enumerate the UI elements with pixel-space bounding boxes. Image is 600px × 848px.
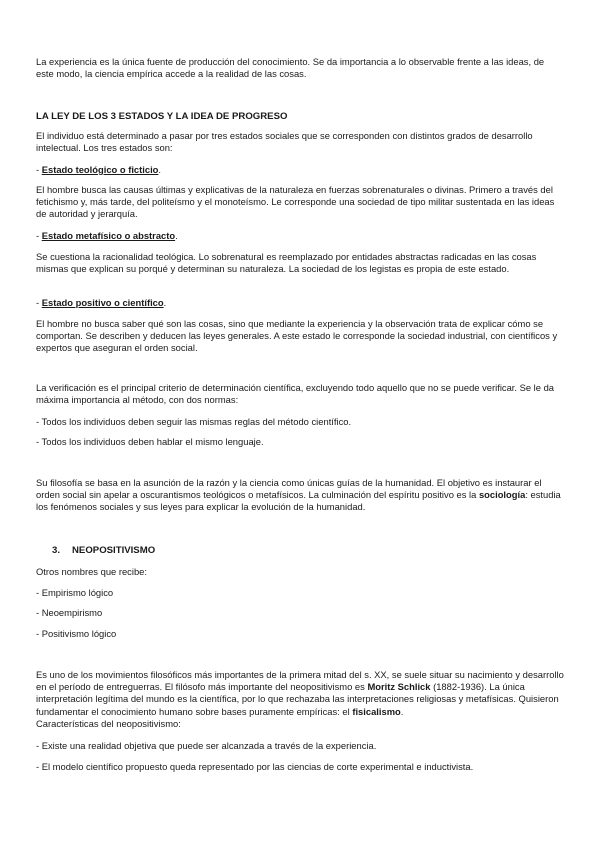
dash-marker: -: [36, 164, 42, 175]
state-title: Estado positivo o científico: [41, 297, 164, 308]
state-title: Estado teológico o ficticio: [41, 164, 159, 175]
state-description: El hombre busca las causas últimas y explicativas de la naturaleza en fuerzas sobrenaturales o divinas. Primero a través del fetichismo y, más tarde, del politeísmo y el monoteísmo. Le corresponde una sociedad de tipo militar sustentada en las ideas de autoridad y jerarquía.: [36, 184, 555, 220]
state-title-punct: .: [158, 164, 162, 175]
characteristic-item: - Existe una realidad objetiva que puede ser alcanzada a través de la experiencia.: [36, 740, 377, 751]
state-title-punct: .: [175, 230, 178, 241]
philosophy-paragraph: [36, 477, 564, 514]
philosophy-text: Su filosofía se basa en la asunción de la razón y la ciencia como únicas guías de la humanidad. El objetivo es instaurar el orden social sin apelar a oscurantismos teológicos o metafísicos. La culminación del espíritu positivo es la: [36, 477, 542, 501]
physicalism-term: fisicalismo: [352, 705, 401, 717]
sociology-term: sociología: [478, 489, 526, 501]
section-title: NEOPOSITIVISMO: [72, 545, 156, 556]
state-title-line: [36, 230, 564, 242]
norm-item: - Todos los individuos deben seguir las mismas reglas del método científico.: [36, 416, 352, 427]
neopositivism-heading: [36, 545, 580, 557]
other-names-label: Otros nombres que recibe:: [36, 566, 147, 577]
verification-paragraph: La verificación es el principal criterio de determinación científica, excluyendo todo aquello que no se puede verificar. Se le da máxima importancia al método, con dos normas:: [36, 382, 555, 406]
section-heading: LA LEY DE LOS 3 ESTADOS Y LA IDEA DE PROGRESO: [36, 111, 288, 122]
norm-item: - Todos los individuos deben hablar el mismo lenguaje.: [36, 436, 264, 447]
state-description: Se cuestiona la racionalidad teológica. Lo sobrenatural es reemplazado por entidades abstractas radicadas en las cosas mismas que explican su porqué y determinan su naturaleza. La sociedad de los legistas es propia de este estado.: [36, 251, 537, 275]
state-title-punct: .: [163, 297, 167, 308]
characteristics-label: Características del neopositivismo:: [36, 717, 181, 729]
list-item: - Neoempirismo: [36, 607, 103, 618]
philosophy-text-end: : estudia los fenómenos sociales y sus leyes para explicar la evolución de la humanidad.: [36, 489, 561, 513]
state-title: Estado metafísico o abstracto: [41, 230, 176, 241]
list-item: - Empirismo lógico: [36, 587, 114, 598]
neopositivism-paragraph: [36, 669, 564, 730]
list-item: - Positivismo lógico: [36, 628, 117, 639]
state-title-line: [36, 164, 564, 176]
paragraph-text: (1882-1936). La única interpretación legítima del mundo es la científica, por lo que rechazaba las interpretaciones religiosas y metafísicas. Quisieron fundamentar el conocimiento humano sobre bases puramente empíricas: el: [36, 681, 559, 717]
dash-marker: -: [36, 297, 42, 308]
characteristic-item: - El modelo científico propuesto queda representado por las ciencias de corte experimental e inductivista.: [36, 761, 474, 772]
philosopher-name: Moritz Schlick: [367, 681, 431, 693]
paragraph-text: Es uno de los movimientos filosóficos más importantes de la primera mitad del s. XX, se suele situar su nacimiento y desarrollo en el período de entreguerras. El filósofo más importante del neopositivismo es: [36, 669, 564, 693]
section-number: 3.: [52, 545, 61, 556]
dash-marker: -: [36, 230, 42, 241]
section-intro-paragraph: El individuo está determinado a pasar por tres estados sociales que se corresponden con distintos grados de desarrollo intelectual. Los tres estados son:: [36, 130, 533, 154]
state-title-line: [36, 297, 564, 309]
intro-paragraph: La experiencia es la única fuente de producción del conocimiento. Se da importancia a lo observable frente a las ideas, de este modo, la ciencia empírica accede a la realidad de las cosas.: [36, 56, 545, 80]
state-description: El hombre no busca saber qué son las cosas, sino que mediante la experiencia y la observación trata de explicar cómo se comportan. Se describen y deducen las leyes generales. A este estado le corresponde la sociedad industrial, con científicos y expertos que aseguran el orden social.: [36, 318, 558, 354]
paragraph-text: .: [400, 705, 404, 717]
